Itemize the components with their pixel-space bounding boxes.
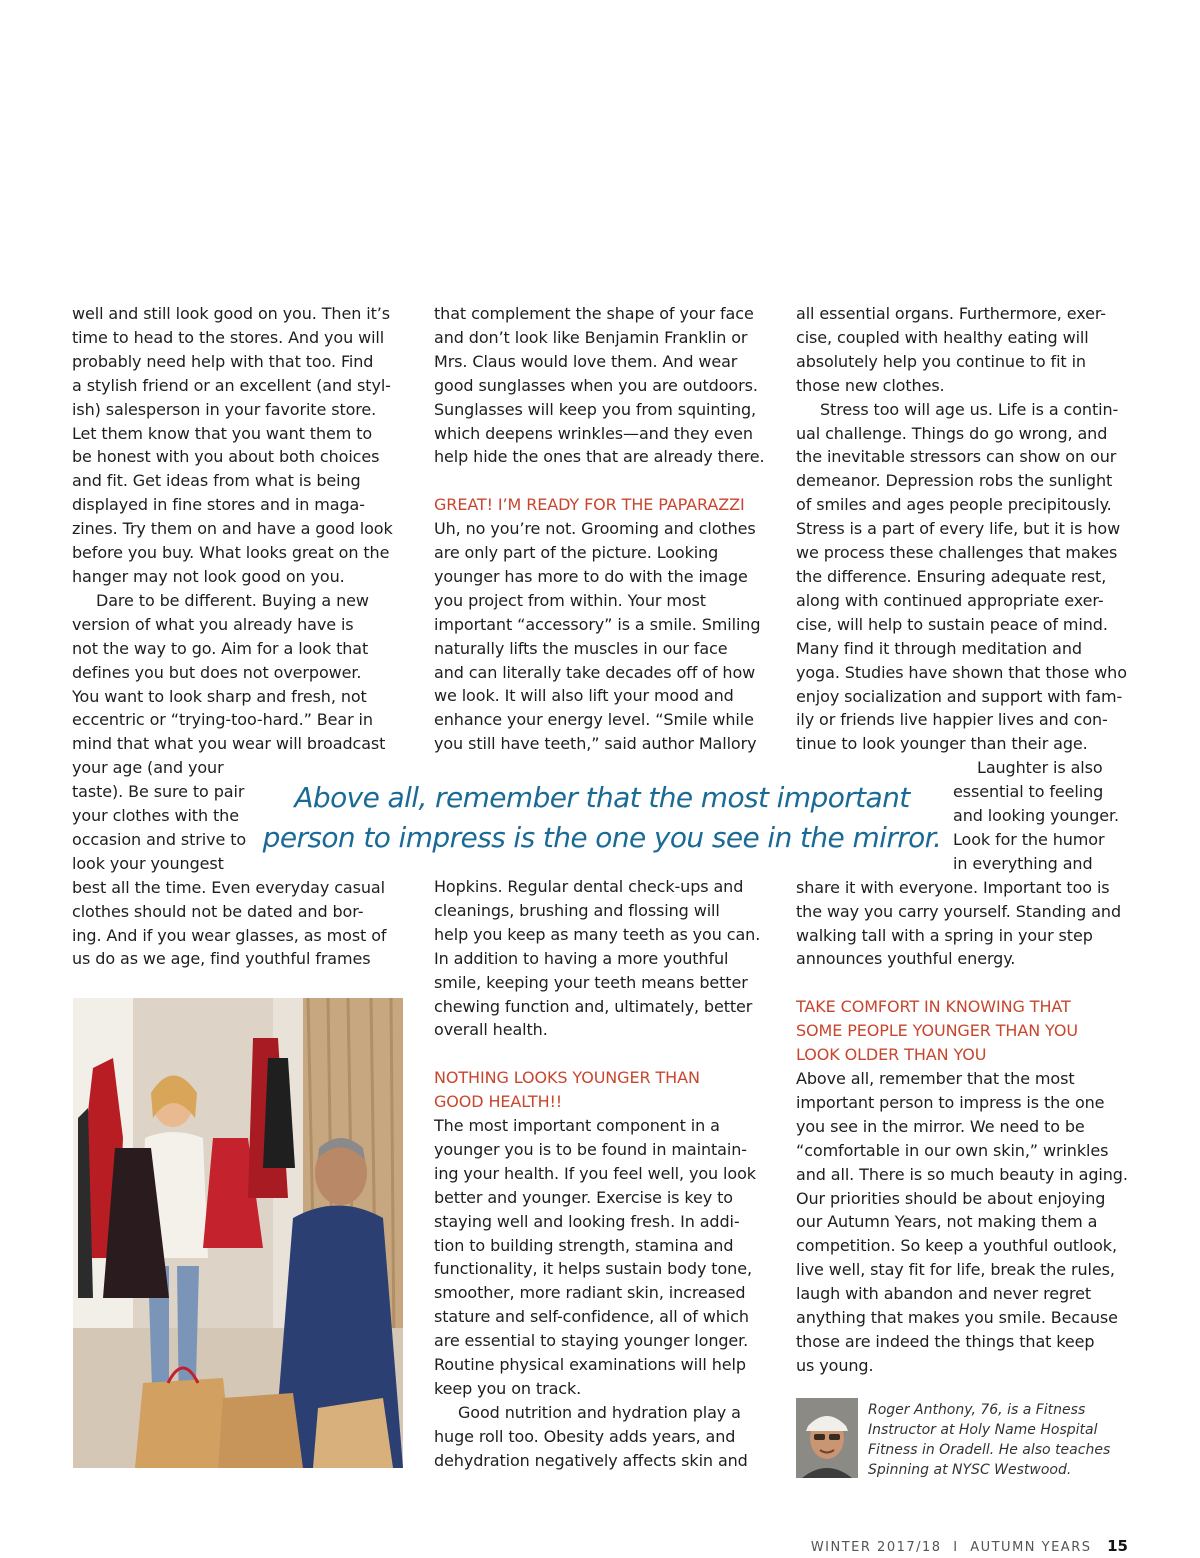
text-line: yoga. Studies have shown that those who [796, 662, 1127, 682]
text-line: staying well and looking fresh. In addi- [434, 1211, 740, 1231]
text-line: and don’t look like Benjamin Franklin or [434, 327, 748, 347]
text-line: good sunglasses when you are outdoors. [434, 375, 758, 395]
shopping-photo [73, 998, 403, 1468]
text-line: displayed in fine stores and in maga- [72, 495, 365, 515]
text-line: better and younger. Exercise is key to [434, 1187, 733, 1207]
text-line: anything that makes you smile. Because [796, 1308, 1118, 1328]
text-line: we look. It will also lift your mood and [434, 686, 734, 706]
text-line: laugh with abandon and never regret [796, 1284, 1092, 1304]
heading-line: TAKE COMFORT IN KNOWING THAT [796, 997, 1071, 1017]
text-line: huge roll too. Obesity adds years, and [434, 1426, 736, 1446]
text-line: dehydration negatively affects skin and [434, 1450, 748, 1470]
col2-paragraph-3 [434, 875, 774, 1042]
text-line: zines. Try them on and have a good look [72, 519, 393, 539]
text-line: eccentric or “trying-too-hard.” Bear in [72, 710, 373, 730]
text-line: you project from within. Your most [434, 590, 706, 610]
col3-paragraph-4 [796, 876, 1136, 972]
section-heading-good-health [434, 1066, 774, 1114]
text-line: enjoy socialization and support with fam- [796, 686, 1123, 706]
text-line: younger you is to be found in maintain- [434, 1139, 747, 1159]
text-line: the way you carry yourself. Standing and [796, 901, 1122, 921]
text-line: those are indeed the things that keep [796, 1331, 1095, 1351]
text-line: not the way to go. Aim for a look that [72, 638, 369, 658]
text-line: your age (and your [72, 758, 224, 778]
text-line: Stress is a part of every life, but it is how [796, 519, 1121, 539]
text-line: and fit. Get ideas from what is being [72, 471, 361, 491]
text-line: overall health. [434, 1020, 548, 1040]
text-line: and looking younger. [953, 806, 1120, 826]
text-line: cise, will help to sustain peace of mind. [796, 614, 1108, 634]
text-line: and all. There is so much beauty in aging. [796, 1164, 1128, 1184]
text-line: stature and self-confidence, all of which [434, 1307, 749, 1327]
issue-label: WINTER 2017/18 [810, 1540, 942, 1555]
text-line: Look for the humor [953, 829, 1105, 849]
text-line: those new clothes. [796, 375, 945, 395]
footer-separator: I [953, 1540, 959, 1555]
pull-quote-line: Above all, remember that the most important [294, 781, 910, 814]
text-line: enhance your energy level. “Smile while [434, 710, 754, 730]
text-line: of smiles and ages people precipitously. [796, 495, 1112, 515]
text-line: Many find it through meditation and [796, 638, 1082, 658]
text-line: all essential organs. Furthermore, exer- [796, 304, 1106, 323]
bio-line: Spinning at NYSC Westwood. [868, 1462, 1072, 1478]
text-line: you still have teeth,” said author Mallory [434, 734, 757, 754]
text-line: ing your health. If you feel well, you look [434, 1163, 756, 1183]
text-line: are essential to staying younger longer. [434, 1331, 749, 1351]
text-line: along with continued appropriate exer- [796, 590, 1104, 610]
text-line: which deepens wrinkles—and they even [434, 423, 753, 443]
text-line: hanger may not look good on you. [72, 566, 345, 586]
text-line: ual challenge. Things do go wrong, and [796, 423, 1108, 443]
text-line: Uh, no you’re not. Grooming and clothes [434, 519, 756, 539]
text-line: live well, stay fit for life, break the rules, [796, 1260, 1115, 1280]
pull-quote-line: person to impress is the one you see in the mirror. [262, 821, 942, 854]
text-line: Laughter is also [977, 758, 1103, 778]
col3-paragraph-3 [796, 756, 1136, 876]
author-photo [796, 1398, 858, 1478]
text-line: share it with everyone. Important too is [796, 877, 1110, 897]
text-line: announces youthful energy. [796, 949, 1016, 969]
text-line: demeanor. Depression robs the sunlight [796, 471, 1113, 491]
bio-line: Fitness in Oradell. He also teaches [868, 1442, 1111, 1458]
page-footer [811, 1537, 1128, 1555]
text-line: The most important component in a [434, 1116, 720, 1136]
text-line: essential to feeling [953, 782, 1104, 802]
column-2 [434, 302, 774, 756]
text-line: ing. And if you wear glasses, as most of [72, 925, 387, 945]
text-line: defines you but does not overpower. [72, 662, 362, 682]
text-line: important “accessory” is a smile. Smiling [434, 614, 761, 634]
text-line: a stylish friend or an excellent (and styl- [72, 375, 391, 395]
text-line: clothes should not be dated and bor- [72, 901, 364, 921]
col2-paragraph-2 [434, 517, 774, 756]
col2-paragraph-1 [434, 302, 774, 469]
text-line: help hide the ones that are already there. [434, 447, 765, 467]
text-line: chewing function and, ultimately, better [434, 996, 753, 1016]
text-line: in everything and [953, 853, 1093, 873]
text-line: occasion and strive to [72, 829, 247, 849]
text-line: well and still look good on you. Then it’s [72, 304, 390, 323]
bio-line: Instructor at Holy Name Hospital [868, 1422, 1098, 1438]
text-line: mind that what you wear will broadcast [72, 734, 386, 754]
text-line: ily or friends live happier lives and con- [796, 710, 1108, 730]
text-line: smoother, more radiant skin, increased [434, 1283, 746, 1303]
text-line: us young. [796, 1355, 874, 1375]
text-line: Stress too will age us. Life is a contin- [820, 399, 1119, 419]
text-line: probably need help with that too. Find [72, 351, 374, 371]
text-line: competition. So keep a youthful outlook, [796, 1236, 1117, 1256]
text-line: tinue to look younger than their age. [796, 734, 1088, 754]
text-line: and can literally take decades off of how [434, 662, 756, 682]
text-line: best all the time. Even everyday casual [72, 877, 385, 897]
text-line: smile, keeping your teeth means better [434, 972, 748, 992]
text-line: we process these challenges that makes [796, 543, 1118, 563]
text-line: keep you on track. [434, 1379, 582, 1399]
text-line: you see in the mirror. We need to be [796, 1116, 1085, 1136]
page-number: 15 [1107, 1537, 1128, 1555]
text-line: younger has more to do with the image [434, 566, 748, 586]
text-line: the inevitable stressors can show on our [796, 447, 1117, 467]
text-line: cleanings, brushing and flossing will [434, 900, 720, 920]
text-line: before you buy. What looks great on the [72, 543, 390, 563]
heading-line: NOTHING LOOKS YOUNGER THAN [434, 1068, 700, 1088]
text-line: You want to look sharp and fresh, not [72, 686, 367, 706]
text-line: Sunglasses will keep you from squinting, [434, 399, 757, 419]
col2-paragraph-5 [434, 1401, 774, 1473]
text-line: Good nutrition and hydration play a [458, 1402, 741, 1422]
text-line: “comfortable in our own skin,” wrinkles [796, 1140, 1109, 1160]
text-line: Mrs. Claus would love them. And wear [434, 351, 738, 371]
text-line: Our priorities should be about enjoying [796, 1188, 1106, 1208]
text-line: your clothes with the [72, 806, 239, 826]
section-heading-take-comfort [796, 995, 1136, 1067]
text-line: version of what you already have is [72, 614, 354, 634]
text-line: look your youngest [72, 853, 224, 873]
heading-line: SOME PEOPLE YOUNGER THAN YOU [796, 1021, 1078, 1041]
col1-paragraph-1 [72, 302, 407, 589]
column-2-lower [434, 875, 774, 1473]
magazine-name: AUTUMN YEARS [970, 1540, 1092, 1555]
text-line: important person to impress is the one [796, 1092, 1105, 1112]
text-line: be honest with you about both choices [72, 447, 380, 467]
col3-paragraph-1 [796, 302, 1136, 398]
text-line: time to head to the stores. And you will [72, 327, 385, 347]
column-1 [72, 302, 407, 971]
author-bio [868, 1400, 1128, 1480]
text-line: taste). Be sure to pair [72, 782, 245, 802]
text-line: Let them know that you want them to [72, 423, 373, 443]
heading-line: GOOD HEALTH!! [434, 1092, 563, 1112]
col3-paragraph-5 [796, 1067, 1136, 1378]
text-line: functionality, it helps sustain body tone, [434, 1259, 752, 1279]
text-line: cise, coupled with healthy eating will [796, 327, 1089, 347]
col3-paragraph-2 [796, 398, 1136, 757]
text-line: us do as we age, find youthful frames [72, 949, 371, 969]
text-line: that complement the shape of your face [434, 304, 754, 323]
text-line: Routine physical examinations will help [434, 1355, 746, 1375]
text-line: Hopkins. Regular dental check-ups and [434, 877, 744, 896]
column-3 [796, 302, 1136, 1378]
text-line: absolutely help you continue to fit in [796, 351, 1086, 371]
col2-paragraph-4 [434, 1114, 774, 1401]
text-line: Dare to be different. Buying a new [96, 590, 369, 610]
text-line: In addition to having a more youthful [434, 948, 729, 968]
section-heading-paparazzi [434, 493, 774, 517]
bio-line: Roger Anthony, 76, is a Fitness [868, 1402, 1086, 1418]
text-line: our Autumn Years, not making them a [796, 1212, 1098, 1232]
heading-line: GREAT! I’M READY FOR THE PAPARAZZI [434, 495, 745, 515]
text-line: walking tall with a spring in your step [796, 925, 1093, 945]
heading-line: LOOK OLDER THAN YOU [796, 1045, 987, 1065]
text-line: help you keep as many teeth as you can. [434, 924, 761, 944]
text-line: the difference. Ensuring adequate rest, [796, 566, 1107, 586]
text-line: tion to building strength, stamina and [434, 1235, 734, 1255]
text-line: naturally lifts the muscles in our face [434, 638, 728, 658]
text-line: are only part of the picture. Looking [434, 543, 719, 563]
text-line: Above all, remember that the most [796, 1068, 1075, 1088]
text-line: ish) salesperson in your favorite store. [72, 399, 377, 419]
